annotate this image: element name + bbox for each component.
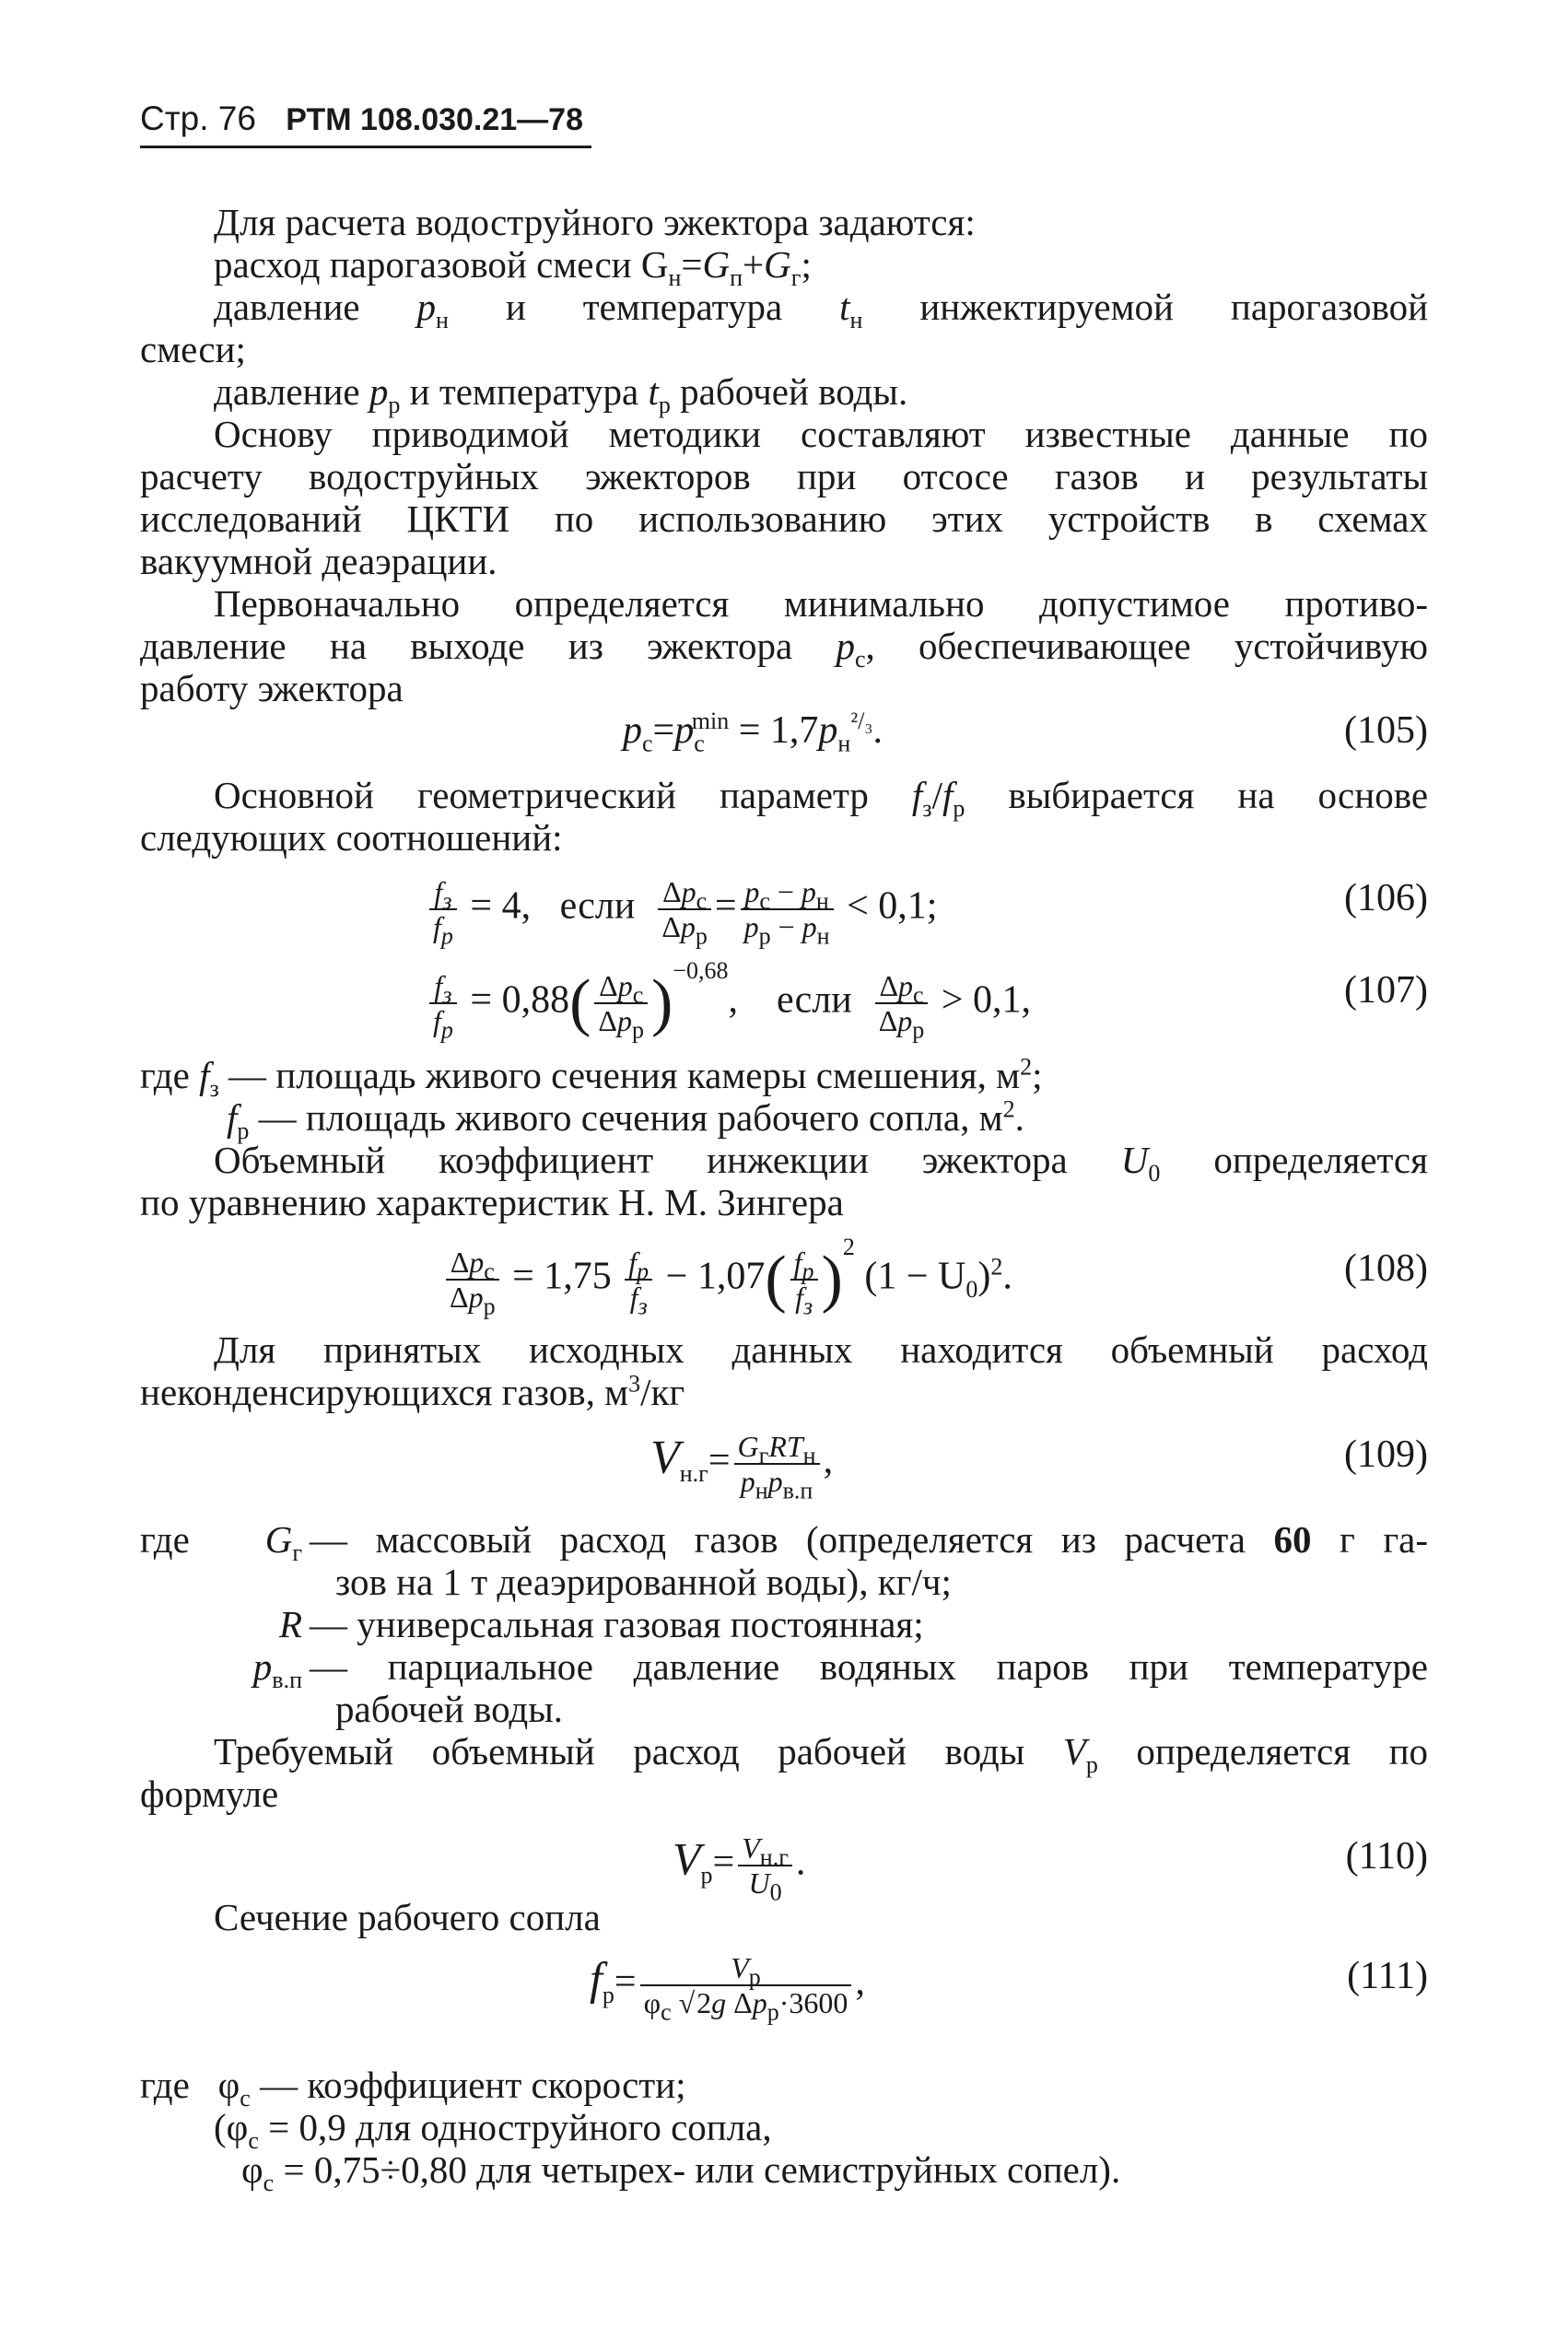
- equation-106: $\frac{f_з}{f_р}$ = 4, если $\frac{\Delta p_с}{\Delta p_р}$ = $\frac{p_с - p_н}{p_р - p_н}$ < 0,1;: [426, 875, 937, 943]
- para6-line-2: формуле: [140, 1773, 279, 1815]
- para1-line-2: расчету водоструйных эжекторов при отсосе газов и результаты: [140, 455, 1428, 497]
- equation-111-number: (111): [1347, 1955, 1428, 1997]
- where2-row-pvp: $p_{в.п}$ — парциальное давление водяных паров при температуре: [252, 1645, 1428, 1694]
- where2-row-r: R — универсальная газовая постоянная;: [278, 1603, 924, 1645]
- para6-line-1: Требуемый объемный расход рабочей воды $V_р$ определяется по: [214, 1730, 1429, 1779]
- equation-105: $p_с=p_с^{min} = 1,7p_н^{^2/_3}$.: [623, 708, 883, 757]
- intro-line-5: давление $p_р$ и температура $t_р$ рабочей воды.: [214, 370, 908, 419]
- page-header: [140, 99, 583, 138]
- intro-line-3: давление $p_н$ и температура $t_н$ инжектируемой парогазовой: [214, 286, 1429, 334]
- equation-107: $\frac{f_з}{f_р}$ = 0,88( $\frac{\Delta p_с}{\Delta p_р}$ )$^{-0,68}$, если $\frac{\Delta p_с}{\Delta p_р}$ > 0,1,: [426, 969, 1031, 1037]
- para2-line-3: работу эжектора: [140, 667, 404, 709]
- para3-line-2: следующих соотношений:: [140, 816, 563, 859]
- para2-line-2: давление на выходе из эжектора $p_с$, обеспечивающее устойчивую: [140, 625, 1428, 673]
- para4-line-1: Объемный коэффициент инжекции эжектора $U_0$ определяется: [214, 1139, 1428, 1188]
- equation-111: $f_р=$ $\frac{V_р}{\varphi_с √2g \Delta p_р\cdot 3600}$ ,: [590, 1951, 865, 2026]
- where2-row-gr: где $G_г$ — массовый расход газов (определяется из расчета 60 г га-: [140, 1518, 1429, 1567]
- intro-line-4: смеси;: [140, 328, 246, 370]
- para2-line-1: Первоначально определяется минимально допустимое противо-: [214, 582, 1428, 625]
- equation-107-number: (107): [1344, 969, 1428, 1012]
- equation-110: $V_р=$ $\frac{V_{н.г}}{U_0}$ .: [673, 1831, 806, 1906]
- equation-105-number: (105): [1344, 709, 1428, 752]
- where1-line-2: $f_р$ — площадь живого сечения рабочего сопла, $м^2$.: [227, 1095, 1024, 1145]
- para4-line-2: по уравнению характеристик Н. М. Зингера: [140, 1181, 844, 1223]
- para1-line-4: вакуумной деаэрации.: [140, 540, 497, 582]
- where3-line-1: где $\varphi_с$ — коэффициент скорости;: [140, 2064, 686, 2112]
- equation-108: $\frac{\Delta p_с}{\Delta p_р}$ = 1,75 $\frac{f_р}{f_з}$ − 1,07( $\frac{f_р}{f_з}$ )$^2$ $(1 - U_0)^2$.: [442, 1246, 1012, 1314]
- para3-line-1: Основной геометрический параметр $f_з/f_р$ выбирается на основе: [214, 774, 1429, 823]
- header-rule: [140, 146, 591, 148]
- where1-line-1: где $f_з$ — площадь живого сечения камеры смешения, $м^2$;: [140, 1053, 1043, 1103]
- para1-line-1: Основу приводимой методики составляют известные данные по: [214, 413, 1428, 455]
- where2-row-gr-cont: зов на 1 т деаэрированной воды), кг/ч;: [335, 1561, 952, 1603]
- intro-line-2: расход парогазовой смеси $G_н=G_п+G_г$;: [214, 243, 812, 292]
- equation-109-number: (109): [1344, 1433, 1428, 1476]
- para1-line-3: исследований ЦКТИ по использованию этих устройств в схемах: [140, 497, 1428, 540]
- page-number: Стр. 76: [140, 99, 256, 137]
- where3-line-2: ($\varphi_с = 0,9$ для одноструйного сопла,: [214, 2106, 772, 2155]
- equation-110-number: (110): [1345, 1835, 1428, 1878]
- equation-106-number: (106): [1344, 877, 1428, 919]
- intro-line-1: Для расчета водоструйного эжектора задаются:: [214, 201, 976, 243]
- where3-line-3: $\varphi_с = 0,75\div 0,80$ для четырех- или семиструйных сопел).: [241, 2148, 1121, 2197]
- where2-block: [140, 1518, 1428, 1730]
- equation-109: $V_{н.г}=$ $\frac{G_гRT_н}{p_нp_{в.п}}$ ,: [650, 1430, 834, 1504]
- para5-line-2: неконденсирующихся газов, $м^3/кг$: [140, 1370, 685, 1413]
- para7: Сечение рабочего сопла: [214, 1896, 601, 1938]
- para5-line-1: Для принятых исходных данных находится объемный расход: [214, 1328, 1428, 1371]
- equation-108-number: (108): [1344, 1247, 1428, 1290]
- where2-row-pvp-cont: рабочей воды.: [335, 1688, 564, 1730]
- document-code: РТМ 108.030.21—78: [286, 102, 584, 137]
